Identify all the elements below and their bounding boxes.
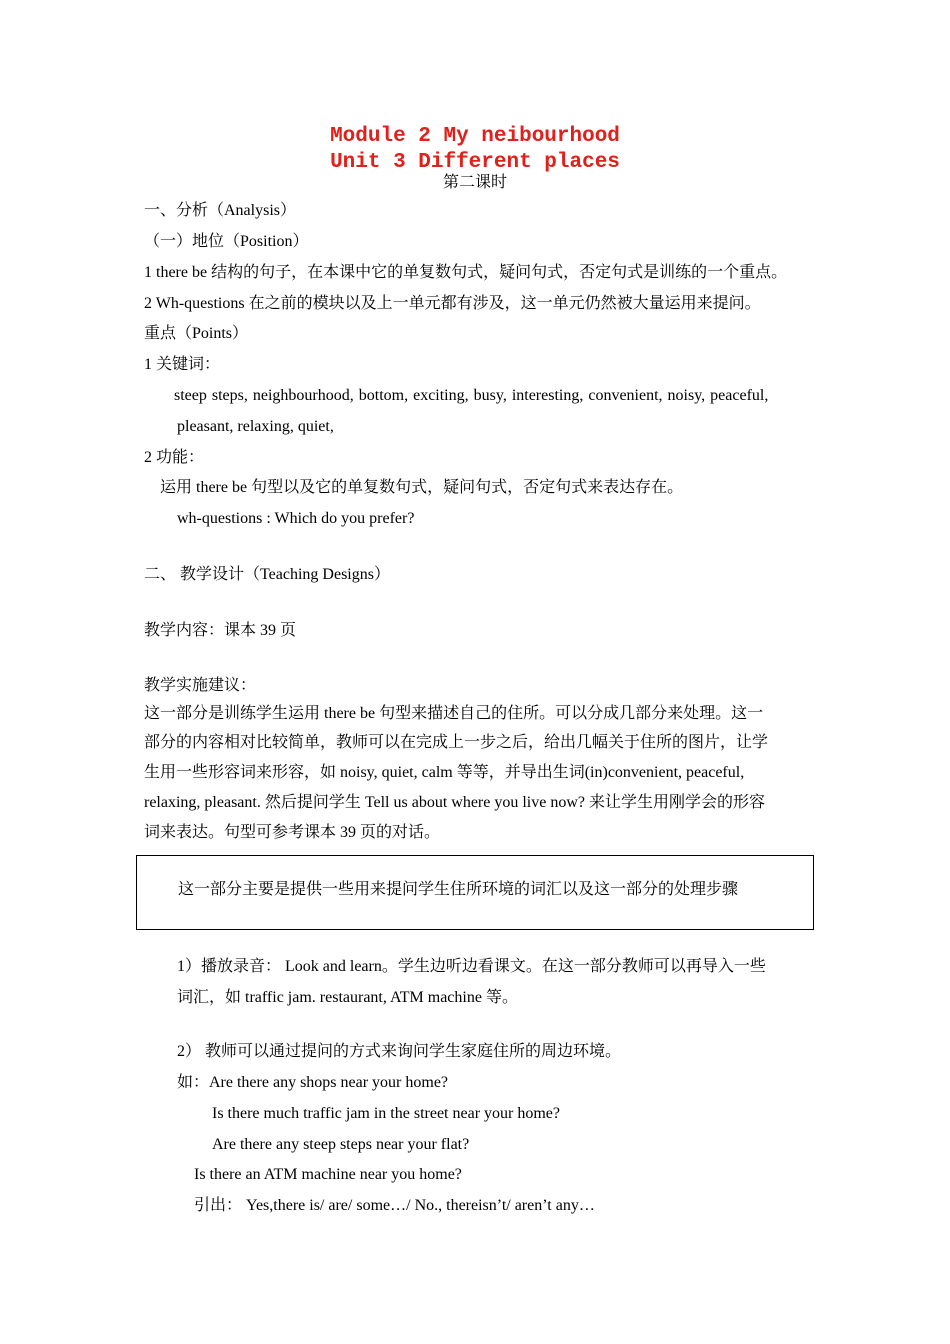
step-1-line-1: 1）播放录音： Look and learn。学生边听边看课文。在这一部分教师可以再导入一些	[177, 958, 766, 975]
advice-line: 生用一些形容词来形容，如 noisy, quiet, calm 等等，并导出生词(in)convenient, peaceful,	[144, 764, 745, 781]
advice-line: 这一部分是训练学生运用 there be 句型来描述自己的住所。可以分成几部分来处理。这一	[144, 705, 764, 722]
function-line-2: wh-questions : Which do you prefer?	[177, 510, 415, 527]
example-answer: 引出： Yes,there is/ are/ some…/ No., thereisn’t/ aren’t any…	[194, 1197, 595, 1214]
analysis-heading: 一、分析（Analysis）	[144, 202, 297, 219]
teaching-designs-heading: 二、 教学设计（Teaching Designs）	[144, 566, 390, 583]
function-line-1: 运用 there be 句型以及它的单复数句式，疑问句式，否定句式来表达存在。	[160, 479, 684, 496]
teaching-content: 教学内容：课本 39 页	[144, 622, 297, 639]
module-title: Module 2 My neibourhood	[330, 125, 620, 148]
step-1-line-2: 词汇，如 traffic jam. restaurant, ATM machine 等。	[177, 989, 518, 1006]
position-point-1: 1 there be 结构的句子，在本课中它的单复数句式，疑问句式，否定句式是训练的一个重点。	[144, 264, 788, 281]
summary-box-text: 这一部分主要是提供一些用来提问学生住所环境的词汇以及这一部分的处理步骤	[178, 881, 739, 898]
example-question-4: Is there an ATM machine near you home?	[194, 1166, 462, 1183]
advice-heading: 教学实施建议：	[144, 677, 257, 694]
example-question-1: 如：Are there any shops near your home?	[177, 1074, 449, 1091]
step-2: 2） 教师可以通过提问的方式来询问学生家庭住所的周边环境。	[177, 1043, 622, 1060]
keywords-label: 1 关键词：	[144, 356, 221, 373]
function-label: 2 功能：	[144, 449, 205, 466]
example-question-3: Are there any steep steps near your flat?	[212, 1136, 470, 1153]
summary-box	[136, 855, 814, 930]
advice-line: relaxing, pleasant. 然后提问学生 Tell us about where you live now? 来让学生用刚学会的形容	[144, 794, 766, 811]
advice-line: 词来表达。句型可参考课本 39 页的对话。	[144, 824, 441, 841]
advice-line: 部分的内容相对比较简单，教师可以在完成上一步之后，给出几幅关于住所的图片，让学	[144, 734, 769, 751]
keywords-line-2: pleasant, relaxing, quiet,	[177, 418, 334, 435]
example-question-2: Is there much traffic jam in the street near your home?	[212, 1105, 561, 1122]
position-point-2: 2 Wh-questions 在之前的模块以及上一单元都有涉及，这一单元仍然被大量运用来提问。	[144, 295, 761, 312]
lesson-subtitle: 第二课时	[442, 174, 507, 191]
points-heading: 重点（Points）	[144, 325, 249, 342]
unit-title: Unit 3 Different places	[330, 151, 620, 174]
position-heading: （一）地位（Position）	[144, 233, 309, 250]
keywords-line-1: steep steps, neighbourhood, bottom, exciting, busy, interesting, convenient, noisy, peaceful,	[174, 387, 769, 404]
